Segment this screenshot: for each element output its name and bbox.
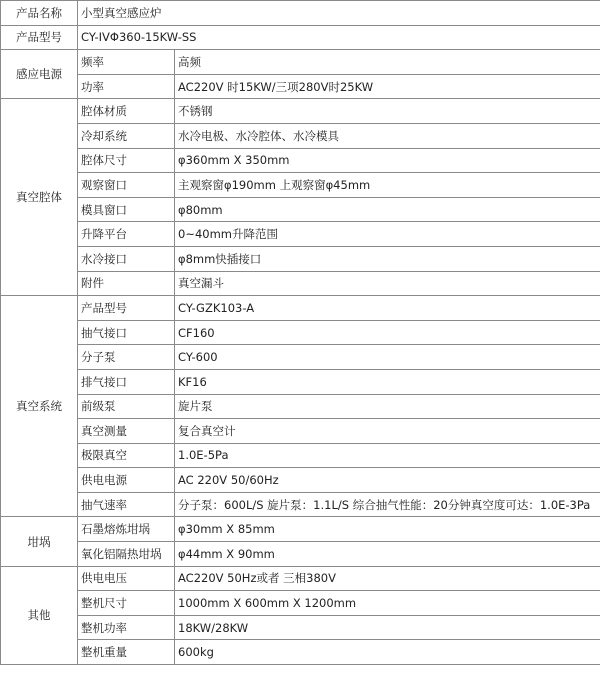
spec-value: φ30mm X 85mm xyxy=(175,517,600,542)
spec-label: 排气接口 xyxy=(78,369,175,394)
table-row xyxy=(1,591,600,616)
spec-value: AC220V 时15KW/三项280V时25KW xyxy=(175,74,600,99)
spec-value: 18KW/28KW xyxy=(175,615,600,640)
row-value: CY-IVΦ360-15KW-SS xyxy=(78,25,600,50)
spec-value: 主观察窗φ190mm 上观察窗φ45mm xyxy=(175,173,600,198)
spec-value: φ44mm X 90mm xyxy=(175,542,600,567)
table-row xyxy=(1,197,600,222)
spec-value: AC220V 50Hz或者 三相380V xyxy=(175,566,600,591)
spec-label: 前级泵 xyxy=(78,394,175,419)
spec-label: 冷却系统 xyxy=(78,123,175,148)
table-row xyxy=(1,271,600,296)
table-row xyxy=(1,615,600,640)
category-cell: 坩埚 xyxy=(1,517,78,566)
spec-label: 观察窗口 xyxy=(78,173,175,198)
spec-label: 整机重量 xyxy=(78,640,175,665)
spec-value: AC 220V 50/60Hz xyxy=(175,468,600,493)
spec-value: φ80mm xyxy=(175,197,600,222)
spec-label: 供电电源 xyxy=(78,468,175,493)
table-row xyxy=(1,517,600,542)
table-row xyxy=(1,74,600,99)
table-row xyxy=(1,394,600,419)
table-row xyxy=(1,296,600,321)
spec-label: 模具窗口 xyxy=(78,197,175,222)
spec-label: 极限真空 xyxy=(78,443,175,468)
spec-label: 整机功率 xyxy=(78,615,175,640)
spec-value: 600kg xyxy=(175,640,600,665)
spec-label: 产品型号 xyxy=(78,296,175,321)
table-row xyxy=(1,148,600,173)
spec-value: 0~40mm升降范围 xyxy=(175,222,600,247)
table-row xyxy=(1,50,600,75)
spec-label: 真空测量 xyxy=(78,419,175,444)
table-row xyxy=(1,566,600,591)
spec-label: 石墨熔炼坩埚 xyxy=(78,517,175,542)
row-value: 小型真空感应炉 xyxy=(78,1,600,26)
table-row xyxy=(1,25,600,50)
table-row xyxy=(1,320,600,345)
table-row xyxy=(1,246,600,271)
table-row xyxy=(1,640,600,665)
table-row xyxy=(1,99,600,124)
spec-value: CF160 xyxy=(175,320,600,345)
spec-value: 分子泵：600L/S 旋片泵：1.1L/S 综合抽气性能：20分钟真空度可达：1.0E-3Pa xyxy=(175,492,600,517)
spec-label: 整机尺寸 xyxy=(78,591,175,616)
spec-label: 腔体尺寸 xyxy=(78,148,175,173)
table-row xyxy=(1,542,600,567)
table-row xyxy=(1,123,600,148)
spec-label: 氧化铝隔热坩埚 xyxy=(78,542,175,567)
spec-label: 供电电压 xyxy=(78,566,175,591)
spec-label: 频率 xyxy=(78,50,175,75)
category-cell: 其他 xyxy=(1,566,78,664)
spec-label: 腔体材质 xyxy=(78,99,175,124)
spec-value: 1.0E-5Pa xyxy=(175,443,600,468)
spec-value: 复合真空计 xyxy=(175,419,600,444)
table-row xyxy=(1,173,600,198)
spec-value: KF16 xyxy=(175,369,600,394)
spec-value: CY-600 xyxy=(175,345,600,370)
category-cell: 真空腔体 xyxy=(1,99,78,296)
row-label: 产品型号 xyxy=(1,25,78,50)
spec-label: 功率 xyxy=(78,74,175,99)
spec-value: CY-GZK103-A xyxy=(175,296,600,321)
spec-value: 旋片泵 xyxy=(175,394,600,419)
category-cell: 真空系统 xyxy=(1,296,78,517)
spec-label: 抽气接口 xyxy=(78,320,175,345)
spec-label: 分子泵 xyxy=(78,345,175,370)
spec-value: 不锈钢 xyxy=(175,99,600,124)
table-row xyxy=(1,222,600,247)
spec-value: φ8mm快插接口 xyxy=(175,246,600,271)
row-label: 产品名称 xyxy=(1,1,78,26)
spec-label: 附件 xyxy=(78,271,175,296)
spec-label: 抽气速率 xyxy=(78,492,175,517)
category-cell: 感应电源 xyxy=(1,50,78,99)
spec-value: 1000mm X 600mm X 1200mm xyxy=(175,591,600,616)
spec-value: 真空漏斗 xyxy=(175,271,600,296)
spec-label: 升降平台 xyxy=(78,222,175,247)
table-row xyxy=(1,443,600,468)
table-row xyxy=(1,369,600,394)
table-row xyxy=(1,468,600,493)
spec-value: φ360mm X 350mm xyxy=(175,148,600,173)
spec-label: 水冷接口 xyxy=(78,246,175,271)
table-row xyxy=(1,1,600,26)
table-row xyxy=(1,419,600,444)
spec-value: 水冷电极、水冷腔体、水冷模具 xyxy=(175,123,600,148)
table-row xyxy=(1,492,600,517)
spec-value: 高频 xyxy=(175,50,600,75)
table-row xyxy=(1,345,600,370)
